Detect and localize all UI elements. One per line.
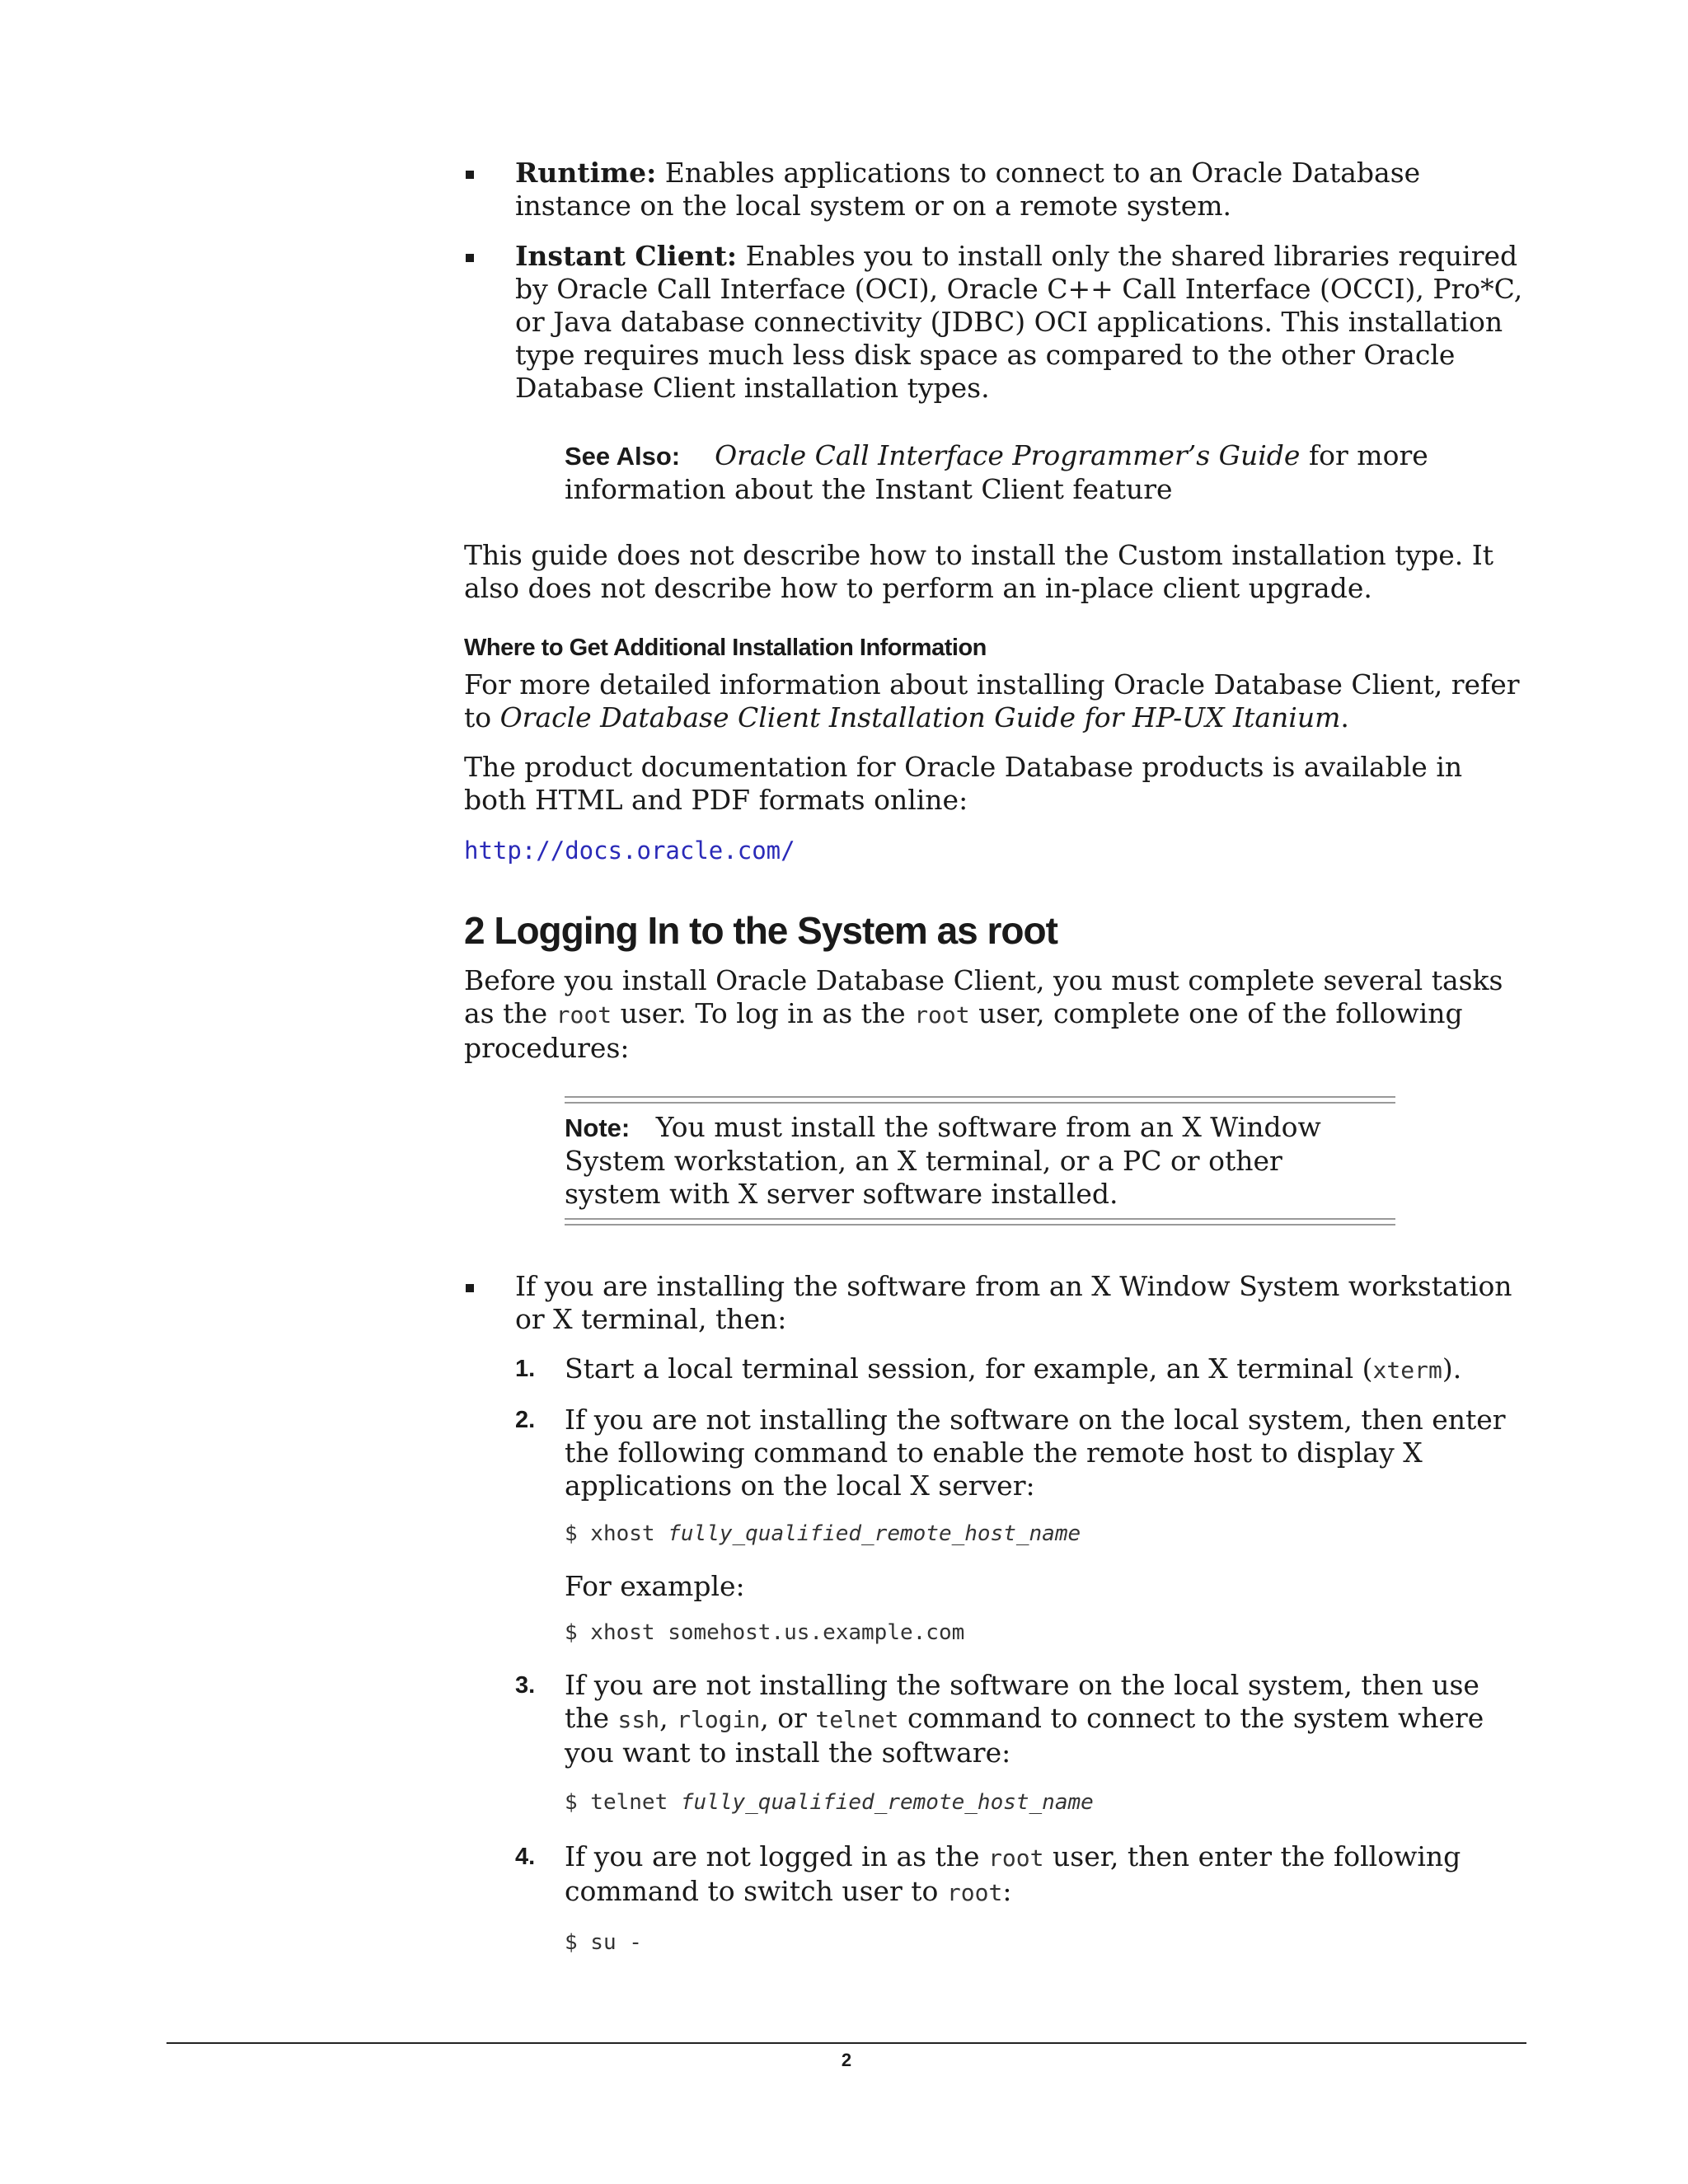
page-number: 2 <box>841 2050 852 2070</box>
term-instant-client: Instant Client: <box>515 240 738 272</box>
footer-rule <box>166 2042 1526 2044</box>
step-2 <box>515 1404 1527 1647</box>
additional-info-paragraph: For more detailed information about installing Oracle Database Client, refer to Oracle Database Client Installation Guide for HP-UX Itanium. <box>464 668 1520 733</box>
see-also-text-line2: information about the Instant Client feature <box>565 473 1173 505</box>
note-top-rule <box>565 1096 1395 1104</box>
step-1: 1. Start a local terminal session, for example, an X terminal (xterm). <box>515 1352 1462 1385</box>
bullet-square-icon <box>466 171 474 179</box>
section-intro: Before you install Oracle Database Client, you must complete several tasks as the root user. To log in as the root user, complete one of the following procedures: <box>464 964 1503 1064</box>
code-xterm: xterm <box>1372 1357 1442 1384</box>
page-content <box>464 157 1527 1957</box>
list-item-runtime <box>464 157 1527 223</box>
for-example-label: For example: <box>565 1570 745 1602</box>
list-item-instant-client <box>464 240 1527 405</box>
installation-guide-title: Oracle Database Client Installation Guide for HP-UX Itanium <box>499 701 1341 733</box>
note-label: Note: <box>565 1113 631 1142</box>
note-bottom-rule <box>565 1218 1395 1226</box>
step-number: 2. <box>515 1407 536 1433</box>
additional-info-heading: Where to Get Additional Installation Information <box>464 635 987 661</box>
code-su-command: $ su - <box>565 1930 642 1955</box>
see-also-box <box>565 439 1527 506</box>
guide-scope-paragraph: This guide does not describe how to install the Custom installation type. It also does not describe how to perform an in-place client upgrade. <box>464 539 1494 604</box>
see-also-label: See Also: <box>565 442 681 471</box>
instant-client-description: Enables you to install only the shared libraries required by Oracle Call Interface (OCI), Oracle C++ Call Interface (OCCI), Pro*C, or Java database connectivity (JDBC) OCI applications. This installation type requires much less disk space as compared to the other Oracle Database Client installation types. <box>515 240 1523 404</box>
term-runtime: Runtime: <box>515 157 657 189</box>
list-item-x-window <box>464 1270 1527 1336</box>
see-also-text: for more <box>1300 439 1428 471</box>
step-4: 4. If you are not logged in as the root user, then enter the following command to switch user to root: $ su - <box>515 1840 1527 1957</box>
documentation-paragraph: The product documentation for Oracle Database products is available in both HTML and PDF formats online: <box>464 751 1463 816</box>
code-root: root <box>914 1001 970 1029</box>
bullet-square-icon <box>466 254 474 262</box>
installation-types-list <box>464 157 1527 405</box>
docs-link[interactable]: http://docs.oracle.com/ <box>464 837 795 865</box>
step-number: 4. <box>515 1844 536 1870</box>
bullet-square-icon <box>466 1284 474 1292</box>
step-number: 3. <box>515 1672 536 1699</box>
note-text: You must install the software from an X Window System workstation, an X terminal, or a PC or other system with X server software installed. <box>565 1111 1321 1210</box>
section-heading: 2 Logging In to the System as root <box>464 909 1057 952</box>
code-telnet-command: $ telnet fully_qualified_remote_host_name <box>565 1790 1094 1815</box>
see-also-title: Oracle Call Interface Programmer’s Guide <box>715 439 1301 471</box>
code-root: root <box>556 1001 612 1029</box>
step-3: 3. If you are not installing the software on the local system, then use the ssh, rlogin, or telnet command to connect to the system where you want to install the software: $ telnet fully_qualified_remote_host_name <box>515 1669 1527 1817</box>
procedure-steps <box>515 1352 1527 1957</box>
code-ssh: ssh <box>617 1706 660 1733</box>
code-xhost-command: $ xhost fully_qualified_remote_host_name <box>565 1521 1081 1546</box>
code-root: root <box>988 1844 1044 1872</box>
code-root: root <box>946 1879 1003 1906</box>
step-2-text: If you are not installing the software on the local system, then enter the following command to enable the remote host to display X applications on the local X server: <box>565 1404 1506 1502</box>
runtime-description: Enables applications to connect to an Oracle Database instance on the local system or on a remote system. <box>515 157 1421 222</box>
x-window-bullet-text: If you are installing the software from an X Window System workstation or X terminal, then: <box>515 1270 1512 1335</box>
code-xhost-example: $ xhost somehost.us.example.com <box>565 1620 965 1645</box>
step-number: 1. <box>515 1356 536 1382</box>
code-telnet: telnet <box>815 1706 899 1733</box>
code-rlogin: rlogin <box>677 1706 761 1733</box>
note-box <box>565 1096 1395 1226</box>
